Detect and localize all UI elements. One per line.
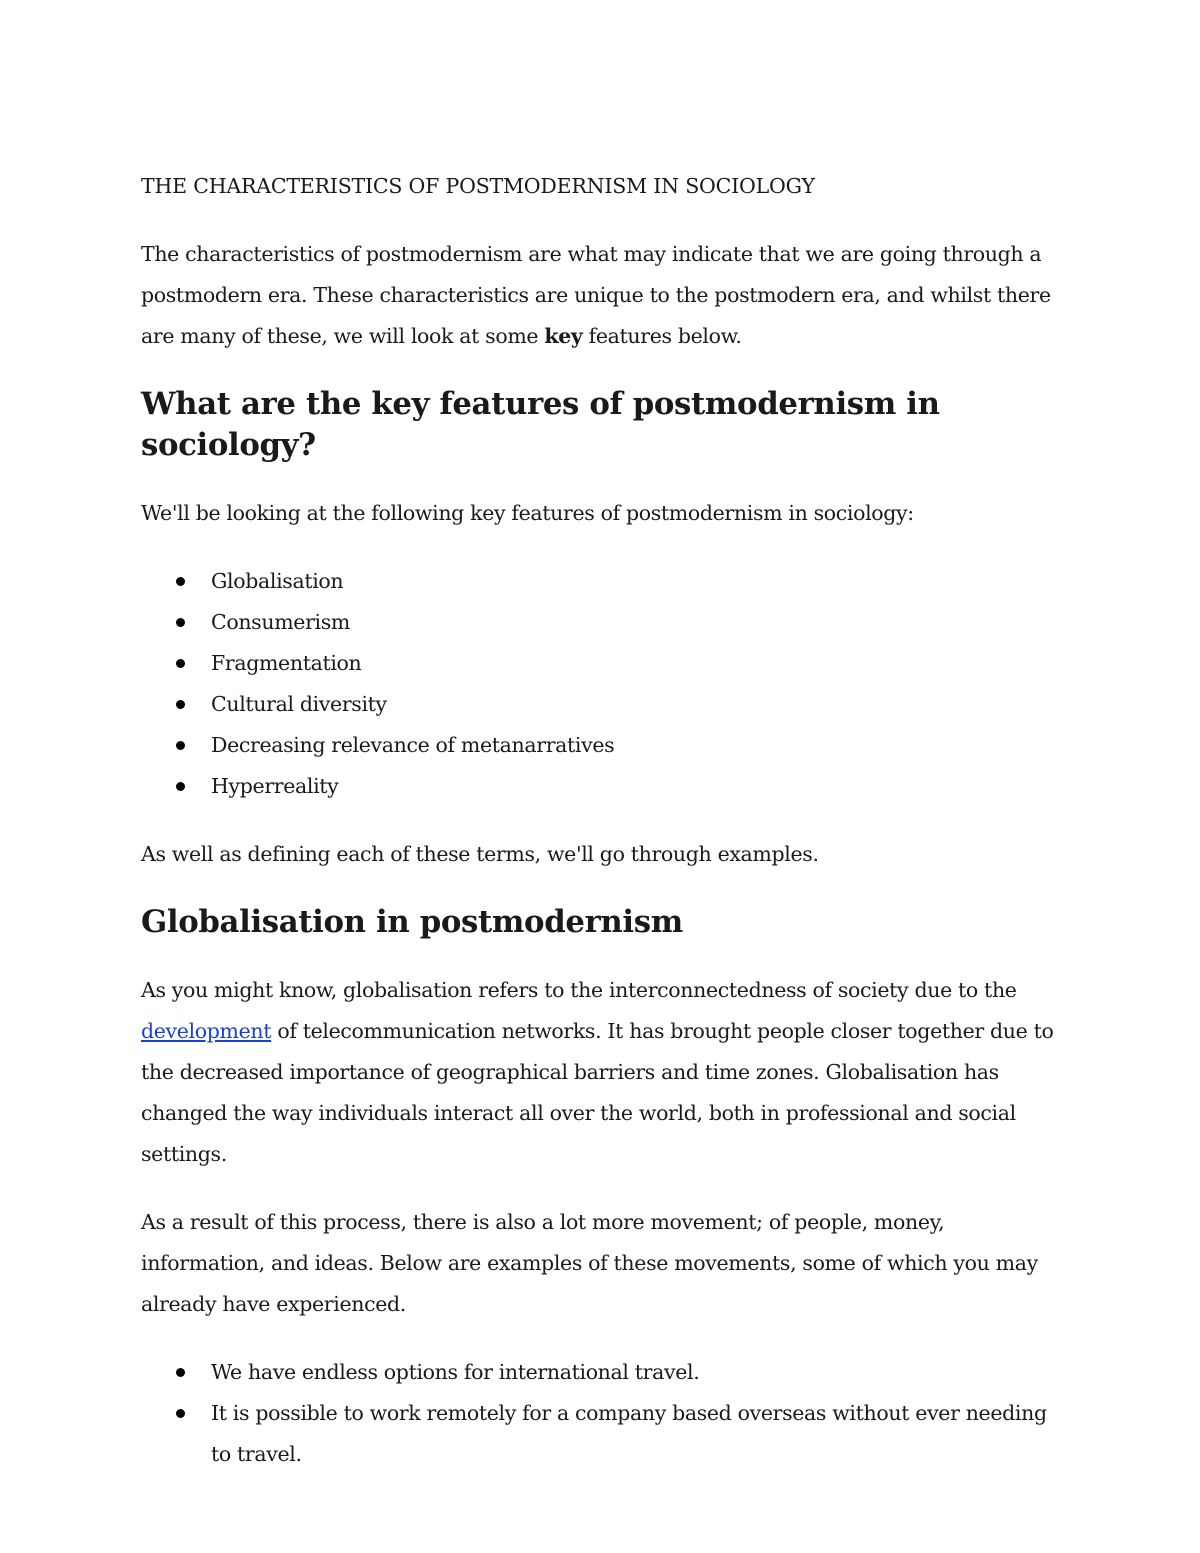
bullet-icon — [176, 741, 185, 750]
bullet-icon — [176, 659, 185, 668]
bullet-icon — [176, 1409, 185, 1418]
list-item: Globalisation — [141, 561, 1061, 602]
intro-text-1: The characteristics of postmodernism are what may indicate that we are going through a postmodern era. These characteristics are unique to the postmodern era, and whilst there are many of these, we will look at some — [141, 242, 1051, 348]
bullet-icon — [176, 618, 185, 627]
list-item: Consumerism — [141, 602, 1061, 643]
globalisation-paragraph — [141, 970, 1061, 1175]
document-title: THE CHARACTERISTICS OF POSTMODERNISM IN SOCIOLOGY — [141, 174, 815, 198]
list-item: We have endless options for international travel. — [141, 1352, 1061, 1393]
defining-paragraph: As well as defining each of these terms, we'll go through examples. — [141, 842, 819, 866]
globalisation-heading: Globalisation in postmodernism — [141, 904, 683, 940]
list-item: Cultural diversity — [141, 684, 1061, 725]
key-features-heading: What are the key features of postmodernism in sociology? — [141, 386, 940, 463]
document-page — [141, 166, 1061, 1502]
list-item: Fragmentation — [141, 643, 1061, 684]
bullet-icon — [176, 700, 185, 709]
movement-paragraph: As a result of this process, there is also a lot more movement; of people, money, information, and ideas. Below are examples of these movements, some of which you may already have experienced. — [141, 1210, 1038, 1316]
list-item: It is possible to work remotely for a company based overseas without ever needing to travel. — [141, 1393, 1061, 1475]
bullet-icon — [176, 1368, 185, 1377]
intro-bold-key: key — [544, 324, 583, 348]
lead-paragraph: We'll be looking at the following key features of postmodernism in sociology: — [141, 501, 914, 525]
list-item: Hyperreality — [141, 766, 1061, 807]
bullet-icon — [176, 577, 185, 586]
intro-paragraph — [141, 234, 1061, 357]
intro-text-2: features below. — [582, 324, 742, 348]
examples-list — [141, 1352, 1061, 1475]
glob-text-2: of telecommunication networks. It has brought people closer together due to the decreased importance of geographical barriers and time zones. Globalisation has changed the way individuals interact all over the world, both in professional and social settings. — [141, 1019, 1054, 1166]
development-link[interactable]: development — [141, 1019, 272, 1043]
bullet-icon — [176, 782, 185, 791]
features-list — [141, 561, 1061, 807]
glob-text-1: As you might know, globalisation refers to the interconnectedness of society due to the — [141, 978, 1017, 1002]
list-item: Decreasing relevance of metanarratives — [141, 725, 1061, 766]
